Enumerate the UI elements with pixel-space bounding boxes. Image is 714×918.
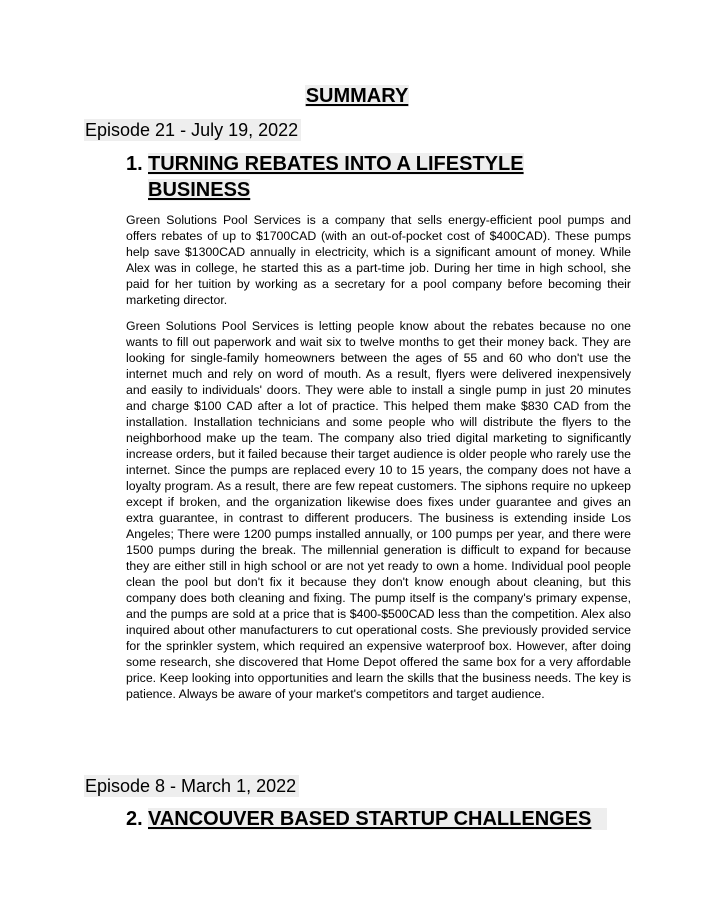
episode-21-label: Episode 21 - July 19, 2022 xyxy=(84,119,301,141)
section-1-heading xyxy=(126,151,524,203)
episode-8-label: Episode 8 - March 1, 2022 xyxy=(84,775,299,797)
summary-title-text: SUMMARY xyxy=(305,85,409,107)
section-1-number: 1. xyxy=(126,153,143,175)
section-2-title: VANCOUVER BASED STARTUP CHALLENGES xyxy=(148,808,607,830)
section-1-paragraph-2: Green Solutions Pool Services is letting people know about the rebates because no one wants to fill out paperwork and wait six to twelve months to get their money back. They are looking for single-family homeowners between the ages of 55 and 60 who don't use the internet much and rely on word of mouth. As a result, flyers were delivered inexpensively and easily to individuals' doors. They were able to install a single pump in just 20 minutes and charge $100 CAD after a lot of practice. This helped them make $830 CAD from the installation. Installation technicians and some people who will distribute the flyers to the neighborhood make up the team. The company also tried digital marketing to significantly increase orders, but it failed because their target audience is older people who rarely use the internet. Since the pumps are replaced every 10 to 15 years, the company does not have a loyalty program. As a result, there are few repeat customers. The siphons require no upkeep except if broken, and the organization likewise does fixes under guarantee and gives an extra guarantee, in contrast to different producers. The business is extending inside Los Angeles; There were 1200 pumps installed annually, or 100 pumps per year, and there were 1500 pumps during the break. The millennial generation is difficult to expand for because they are either still in high school or are not yet ready to own a home. Individual pool people clean the pool but don't fix it because they don't know enough about cleaning, but this company does both cleaning and fixing. The pump itself is the company's primary expense, and the pumps are sold at a price that is $400-$500CAD less than the competition. Alex also inquired about other manufacturers to cut operational costs. She previously provided service for the sprinkler system, which required an expensive waterproof box. However, after doing some research, she discovered that Home Depot offered the same box for a very affordable price. Keep looking into opportunities and learn the skills that the business needs. The key is patience. Always be aware of your market's competitors and target audience. xyxy=(126,319,631,701)
summary-title xyxy=(0,84,714,108)
section-2-number: 2. xyxy=(126,808,143,830)
section-2-heading xyxy=(126,806,607,832)
section-1-title-line2: BUSINESS xyxy=(148,179,251,201)
section-1-paragraph-1: Green Solutions Pool Services is a company that sells energy-efficient pool pumps and offers rebates of up to $1700CAD (with an out-of-pocket cost of $400CAD). These pumps help save $1300CAD annually in electricity, which is a significant amount of money. While Alex was in college, he started this as a part-time job. During her time in high school, she paid for her tuition by working as a secretary for a pool company before becoming their marketing director. xyxy=(126,213,631,307)
section-1-title-line1: TURNING REBATES INTO A LIFESTYLE xyxy=(148,153,524,175)
